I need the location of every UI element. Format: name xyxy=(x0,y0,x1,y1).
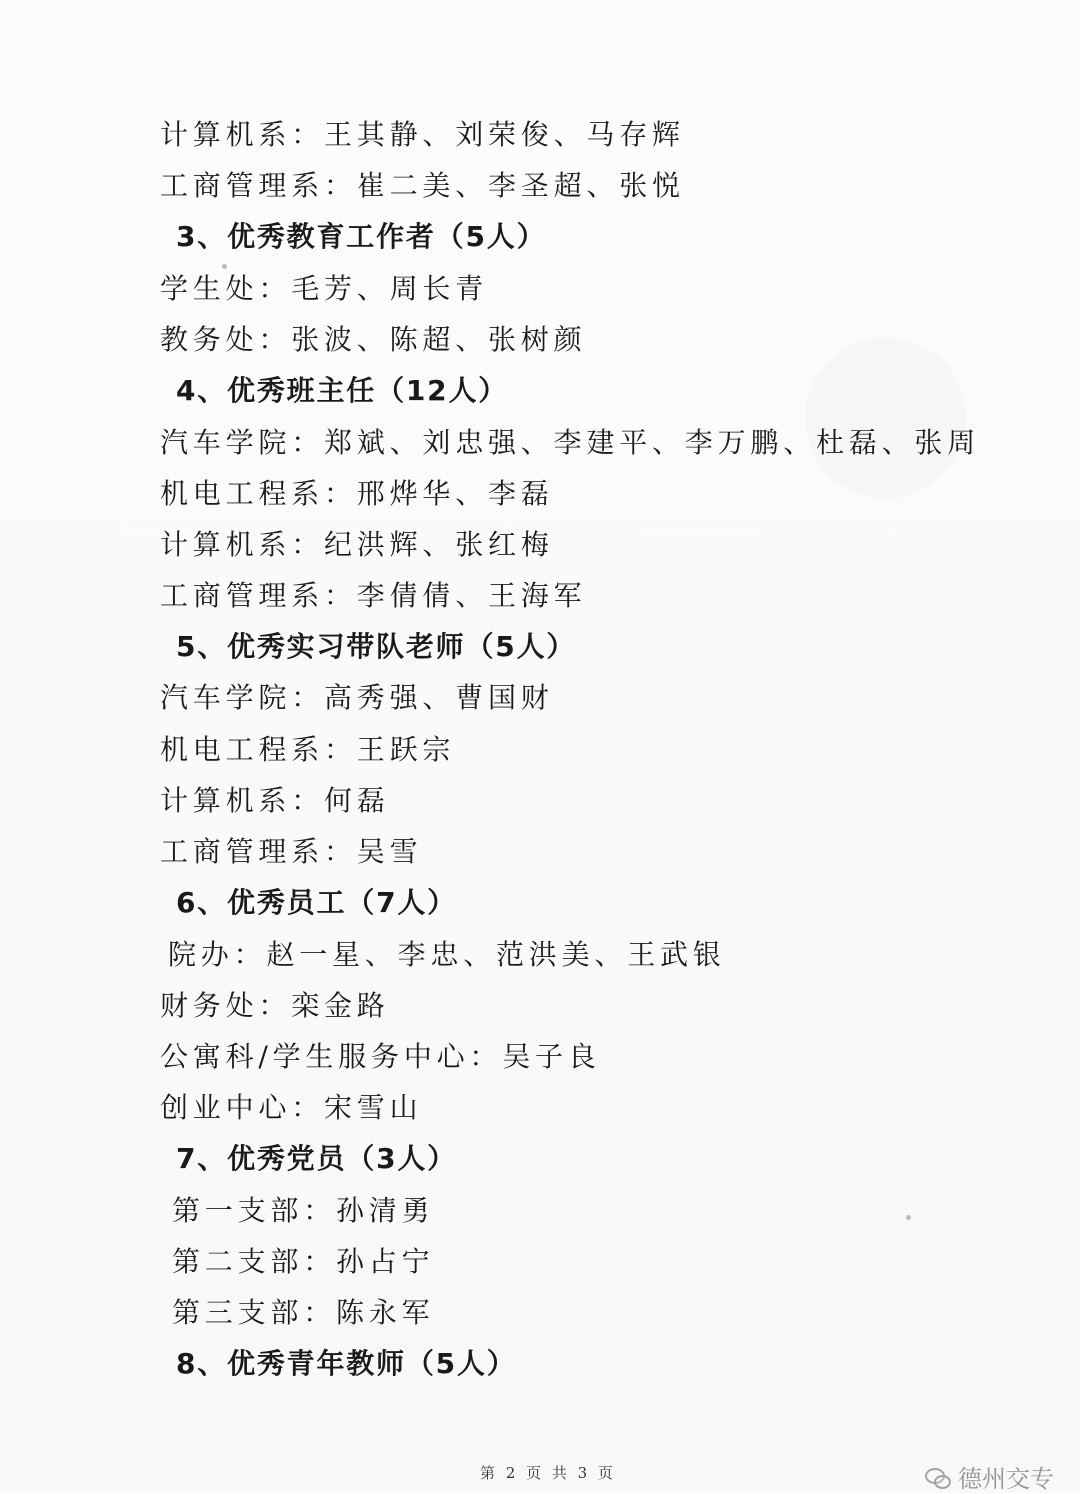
department-line-computer: 计算机系：何磊 xyxy=(160,784,390,817)
page-number: 第 2 页 共 3 页 xyxy=(480,1464,616,1482)
department-line-president-office: 院办：赵一星、李忠、范洪美、王武银 xyxy=(168,938,726,971)
section-heading-7: 7、优秀党员（3人） xyxy=(176,1142,457,1175)
party-branch-line: 第三支部：陈永军 xyxy=(172,1296,435,1329)
department-line-business: 工商管理系：李倩倩、王海军 xyxy=(160,579,587,612)
watermark-text: 德州交专 xyxy=(958,1465,1054,1493)
department-line-student-office: 学生处：毛芳、周长青 xyxy=(160,272,489,305)
party-branch-line: 第一支部：孙清勇 xyxy=(172,1194,435,1227)
wechat-watermark xyxy=(924,1459,1054,1494)
department-line-mechanical: 机电工程系：邢烨华、李磊 xyxy=(160,477,554,510)
department-line-finance: 财务处：栾金路 xyxy=(160,989,390,1022)
department-line-business: 工商管理系：崔二美、李圣超、张悦 xyxy=(160,169,685,202)
department-line-computer: 计算机系：纪洪辉、张红梅 xyxy=(160,528,554,561)
department-line-business: 工商管理系：吴雪 xyxy=(160,835,423,868)
department-line-auto-school: 汽车学院：郑斌、刘忠强、李建平、李万鹏、杜磊、张周 xyxy=(160,426,981,459)
section-heading-3: 3、优秀教育工作者（5人） xyxy=(176,220,547,253)
department-line-entrepreneurship: 创业中心：宋雪山 xyxy=(160,1091,423,1124)
section-heading-4: 4、优秀班主任（12人） xyxy=(176,374,509,407)
scan-speck xyxy=(222,264,227,269)
wechat-icon xyxy=(924,1467,950,1487)
scan-speck xyxy=(906,1215,911,1220)
department-line-mechanical: 机电工程系：王跃宗 xyxy=(160,733,456,766)
department-line-computer: 计算机系：王其静、刘荣俊、马存辉 xyxy=(160,118,685,151)
department-line-academic-affairs: 教务处：张波、陈超、张树颜 xyxy=(160,323,587,356)
department-line-auto-school: 汽车学院：高秀强、曹国财 xyxy=(160,681,554,714)
party-branch-line: 第二支部：孙占宁 xyxy=(172,1245,435,1278)
section-heading-5: 5、优秀实习带队老师（5人） xyxy=(176,630,577,663)
section-heading-8: 8、优秀青年教师（5人） xyxy=(176,1347,517,1380)
section-heading-6: 6、优秀员工（7人） xyxy=(176,886,457,919)
department-line-student-service: 公寓科/学生服务中心：吴子良 xyxy=(160,1040,601,1073)
